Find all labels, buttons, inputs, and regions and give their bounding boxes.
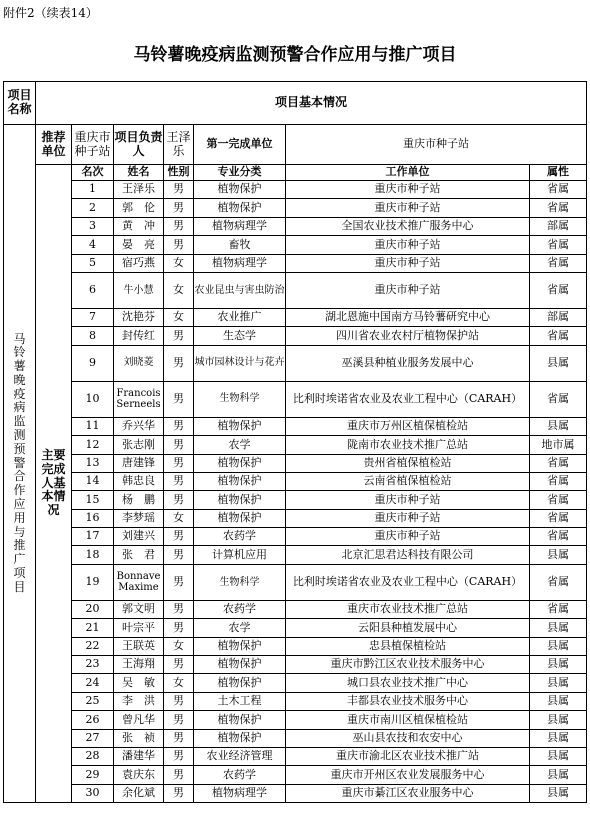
first-unit-value: 重庆市种子站: [286, 125, 587, 165]
cell-major: 农药学: [194, 766, 286, 784]
cell-attr: 县属: [530, 711, 587, 729]
table-row: [4, 528, 587, 546]
cell-gender: 女: [164, 637, 194, 655]
cell-name: 刘晓菱: [114, 345, 164, 381]
cell-rank: 19: [72, 564, 114, 600]
cell-attr: 县属: [530, 417, 587, 435]
cell-attr: 县属: [530, 637, 587, 655]
cell-attr: 省属: [530, 181, 587, 199]
cell-major: 植物保护: [194, 711, 286, 729]
project-name-label: 项目名称: [4, 82, 36, 125]
cell-unit: 重庆市黔江区农业技术服务中心: [286, 656, 530, 674]
cell-name: 唐建锋: [114, 454, 164, 472]
cell-attr: 省属: [530, 472, 587, 490]
cell-gender: 男: [164, 564, 194, 600]
cell-attr: 省属: [530, 528, 587, 546]
cell-major: 植物保护: [194, 509, 286, 527]
cell-attr: 省属: [530, 199, 587, 217]
cell-name: 韩忠良: [114, 472, 164, 490]
cell-attr: 县属: [530, 784, 587, 802]
table-row: [4, 766, 587, 784]
cell-rank: 25: [72, 692, 114, 710]
table-row: [4, 674, 587, 692]
table-row: [4, 729, 587, 747]
cell-major: 植物保护: [194, 417, 286, 435]
cell-attr: 县属: [530, 345, 587, 381]
recommend-unit-label: 推荐单位: [36, 125, 72, 165]
cell-major: 农学: [194, 436, 286, 454]
table-row: [4, 747, 587, 765]
cell-rank: 18: [72, 546, 114, 564]
table-row: [4, 692, 587, 710]
cell-rank: 17: [72, 528, 114, 546]
cell-rank: 11: [72, 417, 114, 435]
cell-major: 植物保护: [194, 729, 286, 747]
cell-unit: 比利时埃诺省农业及农业工程中心（CARAH）: [286, 381, 530, 417]
cell-unit: 比利时埃诺省农业及农业工程中心（CARAH）: [286, 564, 530, 600]
table-row: [4, 417, 587, 435]
cell-gender: 男: [164, 327, 194, 345]
cell-name: 宿巧燕: [114, 254, 164, 272]
cell-name: 李梦瑶: [114, 509, 164, 527]
cell-gender: 男: [164, 619, 194, 637]
cell-major: 农学: [194, 619, 286, 637]
cell-unit: 湖北恩施中国南方马铃薯研究中心: [286, 308, 530, 326]
cell-unit: 重庆市綦江区农业服务中心: [286, 784, 530, 802]
cell-rank: 2: [72, 199, 114, 217]
cell-rank: 3: [72, 217, 114, 235]
cell-rank: 14: [72, 472, 114, 490]
cell-gender: 男: [164, 454, 194, 472]
cell-rank: 28: [72, 747, 114, 765]
cell-rank: 27: [72, 729, 114, 747]
cell-gender: 男: [164, 436, 194, 454]
cell-rank: 7: [72, 308, 114, 326]
cell-unit: 陇南市农业技术推广总站: [286, 436, 530, 454]
table-row: [4, 454, 587, 472]
cell-unit: 重庆市渝北区农业技术推广站: [286, 747, 530, 765]
cell-rank: 24: [72, 674, 114, 692]
cell-unit: 城口县农业技术推广中心: [286, 674, 530, 692]
cell-name: 李 洪: [114, 692, 164, 710]
cell-attr: 省属: [530, 600, 587, 618]
table-row: [4, 546, 587, 564]
cell-gender: 女: [164, 674, 194, 692]
cell-gender: 男: [164, 747, 194, 765]
col-gender-header: 性别: [164, 165, 194, 181]
cell-gender: 男: [164, 692, 194, 710]
cell-rank: 30: [72, 784, 114, 802]
cell-unit: 云南省植保植检站: [286, 472, 530, 490]
table-row: [4, 491, 587, 509]
cell-gender: 男: [164, 345, 194, 381]
cell-name: 张 君: [114, 546, 164, 564]
cell-unit: 四川省农业农村厅植物保护站: [286, 327, 530, 345]
cell-attr: 县属: [530, 766, 587, 784]
cell-major: 城市园林设计与花卉: [194, 345, 286, 381]
cell-major: 土木工程: [194, 692, 286, 710]
cell-unit: 重庆市南川区植保植检站: [286, 711, 530, 729]
cell-attr: 地市属: [530, 436, 587, 454]
cell-gender: 男: [164, 784, 194, 802]
cell-gender: 女: [164, 254, 194, 272]
table-row: [4, 564, 587, 600]
recommend-unit-value: 重庆市种子站: [72, 125, 114, 165]
cell-gender: 男: [164, 181, 194, 199]
cell-major: 植物保护: [194, 454, 286, 472]
cell-rank: 1: [72, 181, 114, 199]
col-unit-header: 工作单位: [286, 165, 530, 181]
table-row: [4, 327, 587, 345]
cell-major: 植物保护: [194, 199, 286, 217]
col-attr-header: 属性: [530, 165, 587, 181]
cell-major: 生物科学: [194, 564, 286, 600]
cell-major: 农业昆虫与害虫防治: [194, 272, 286, 308]
basic-info-label: 项目基本情况: [36, 82, 587, 125]
cell-unit: 忠县植保植检站: [286, 637, 530, 655]
cell-name: Bonnave Maxime: [114, 564, 164, 600]
table-row: [4, 217, 587, 235]
cell-major: 植物保护: [194, 637, 286, 655]
cell-name: 王海翔: [114, 656, 164, 674]
cell-name: 张 祯: [114, 729, 164, 747]
cell-major: 植物保护: [194, 656, 286, 674]
table-row: [4, 345, 587, 381]
cell-gender: 男: [164, 491, 194, 509]
cell-attr: 省属: [530, 491, 587, 509]
table-row: [4, 308, 587, 326]
cell-rank: 21: [72, 619, 114, 637]
cell-rank: 29: [72, 766, 114, 784]
table-row: [4, 381, 587, 417]
cell-name: 袁庆东: [114, 766, 164, 784]
cell-unit: 重庆市种子站: [286, 509, 530, 527]
cell-unit: 重庆市万州区植保植检站: [286, 417, 530, 435]
cell-gender: 女: [164, 308, 194, 326]
cell-gender: 男: [164, 472, 194, 490]
cell-gender: 女: [164, 509, 194, 527]
project-leader-value: 王泽乐: [164, 125, 194, 165]
cell-rank: 8: [72, 327, 114, 345]
cell-gender: 男: [164, 600, 194, 618]
cell-name: 沈艳芬: [114, 308, 164, 326]
table-row: [4, 254, 587, 272]
cell-name: 封传红: [114, 327, 164, 345]
cell-gender: 男: [164, 528, 194, 546]
cell-name: 潘建华: [114, 747, 164, 765]
cell-rank: 20: [72, 600, 114, 618]
cell-attr: 县属: [530, 546, 587, 564]
cell-major: 植物保护: [194, 472, 286, 490]
cell-gender: 男: [164, 656, 194, 674]
cell-unit: 北京汇思君达科技有限公司: [286, 546, 530, 564]
cell-major: 畜牧: [194, 236, 286, 254]
cell-unit: 重庆市种子站: [286, 236, 530, 254]
cell-name: 黄 冲: [114, 217, 164, 235]
cell-unit: 重庆市种子站: [286, 254, 530, 272]
cell-unit: 全国农业技术推广服务中心: [286, 217, 530, 235]
page-title: 马铃薯晚疫病监测预警合作应用与推广项目: [133, 45, 457, 65]
cell-unit: 重庆市种子站: [286, 272, 530, 308]
cell-major: 生物科学: [194, 381, 286, 417]
cell-attr: 省属: [530, 509, 587, 527]
cell-gender: 男: [164, 546, 194, 564]
cell-unit: 重庆市种子站: [286, 199, 530, 217]
col-rank-header: 名次: [72, 165, 114, 181]
cell-rank: 23: [72, 656, 114, 674]
cell-rank: 9: [72, 345, 114, 381]
attachment-header: 附件2（续表14）: [3, 6, 98, 20]
cell-rank: 6: [72, 272, 114, 308]
cell-gender: 男: [164, 417, 194, 435]
table-row: [4, 236, 587, 254]
table-row: [4, 784, 587, 802]
project-table: [3, 81, 587, 803]
cell-name: 叶宗平: [114, 619, 164, 637]
table-row: [4, 181, 587, 199]
cell-major: 计算机应用: [194, 546, 286, 564]
table-row: [4, 199, 587, 217]
cell-name: 杨 鹏: [114, 491, 164, 509]
table-row: [4, 600, 587, 618]
cell-gender: 男: [164, 381, 194, 417]
cell-major: 农药学: [194, 528, 286, 546]
cell-major: 农药学: [194, 600, 286, 618]
table-row: [4, 436, 587, 454]
cell-rank: 5: [72, 254, 114, 272]
first-unit-label: 第一完成单位: [194, 125, 286, 165]
cell-attr: 省属: [530, 254, 587, 272]
cell-rank: 4: [72, 236, 114, 254]
cell-name: 乔兴华: [114, 417, 164, 435]
cell-attr: 县属: [530, 674, 587, 692]
cell-rank: 10: [72, 381, 114, 417]
cell-attr: 县属: [530, 729, 587, 747]
cell-name: 张志刚: [114, 436, 164, 454]
sidebar-project-name: 马铃薯晚疫病监测预警合作应用与推广项目: [4, 125, 36, 803]
cell-attr: 县属: [530, 747, 587, 765]
cell-rank: 13: [72, 454, 114, 472]
cell-attr: 省属: [530, 236, 587, 254]
cell-attr: 省属: [530, 454, 587, 472]
table-row: [4, 472, 587, 490]
cell-gender: 男: [164, 729, 194, 747]
cell-unit: 巫山县农技和农安中心: [286, 729, 530, 747]
cell-gender: 女: [164, 272, 194, 308]
cell-rank: 26: [72, 711, 114, 729]
col-name-header: 姓名: [114, 165, 164, 181]
cell-major: 农业经济管理: [194, 747, 286, 765]
cell-attr: 部属: [530, 217, 587, 235]
cell-attr: 县属: [530, 656, 587, 674]
cell-gender: 男: [164, 236, 194, 254]
cell-attr: 省属: [530, 272, 587, 308]
cell-unit: 贵州省植保植检站: [286, 454, 530, 472]
cell-unit: 重庆市种子站: [286, 491, 530, 509]
cell-major: 农业推广: [194, 308, 286, 326]
cell-name: 王泽乐: [114, 181, 164, 199]
cell-unit: 巫溪县种植业服务发展中心: [286, 345, 530, 381]
cell-rank: 16: [72, 509, 114, 527]
table-row: [4, 656, 587, 674]
cell-gender: 男: [164, 766, 194, 784]
cell-unit: 重庆市种子站: [286, 528, 530, 546]
cell-name: 郭文明: [114, 600, 164, 618]
cell-unit: 重庆市农业技术推广总站: [286, 600, 530, 618]
cell-major: 植物保护: [194, 674, 286, 692]
cell-gender: 男: [164, 199, 194, 217]
cell-major: 植物保护: [194, 491, 286, 509]
project-leader-label: 项目负责人: [114, 125, 164, 165]
col-major-header: 专业分类: [194, 165, 286, 181]
cell-major: 植物保护: [194, 181, 286, 199]
cell-gender: 男: [164, 217, 194, 235]
cell-rank: 22: [72, 637, 114, 655]
cell-major: 植物病理学: [194, 217, 286, 235]
table-row: [4, 711, 587, 729]
cell-rank: 12: [72, 436, 114, 454]
cell-unit: 重庆市开州区农业发展服务中心: [286, 766, 530, 784]
cell-gender: 男: [164, 711, 194, 729]
cell-attr: 省属: [530, 381, 587, 417]
cell-name: 牛小慧: [114, 272, 164, 308]
table-row: [4, 509, 587, 527]
cell-rank: 15: [72, 491, 114, 509]
cell-attr: 部属: [530, 308, 587, 326]
cell-name: 曾凡华: [114, 711, 164, 729]
main-members-label: 主要完成人基本情况: [36, 165, 72, 803]
table-row: [4, 272, 587, 308]
cell-name: 晏 亮: [114, 236, 164, 254]
table-row: [4, 637, 587, 655]
cell-major: 植物病理学: [194, 254, 286, 272]
cell-attr: 县属: [530, 692, 587, 710]
cell-name: 王联英: [114, 637, 164, 655]
table-row: [4, 619, 587, 637]
cell-attr: 省属: [530, 327, 587, 345]
cell-major: 植物病理学: [194, 784, 286, 802]
cell-major: 生态学: [194, 327, 286, 345]
cell-name: Francois Serneels: [114, 381, 164, 417]
cell-attr: 县属: [530, 619, 587, 637]
cell-unit: 云阳县种植发展中心: [286, 619, 530, 637]
cell-name: 刘建兴: [114, 528, 164, 546]
cell-name: 吴 敏: [114, 674, 164, 692]
cell-name: 余化斌: [114, 784, 164, 802]
cell-attr: 省属: [530, 564, 587, 600]
cell-unit: 重庆市种子站: [286, 181, 530, 199]
cell-name: 郭 伦: [114, 199, 164, 217]
cell-unit: 丰都县农业技术服务中心: [286, 692, 530, 710]
